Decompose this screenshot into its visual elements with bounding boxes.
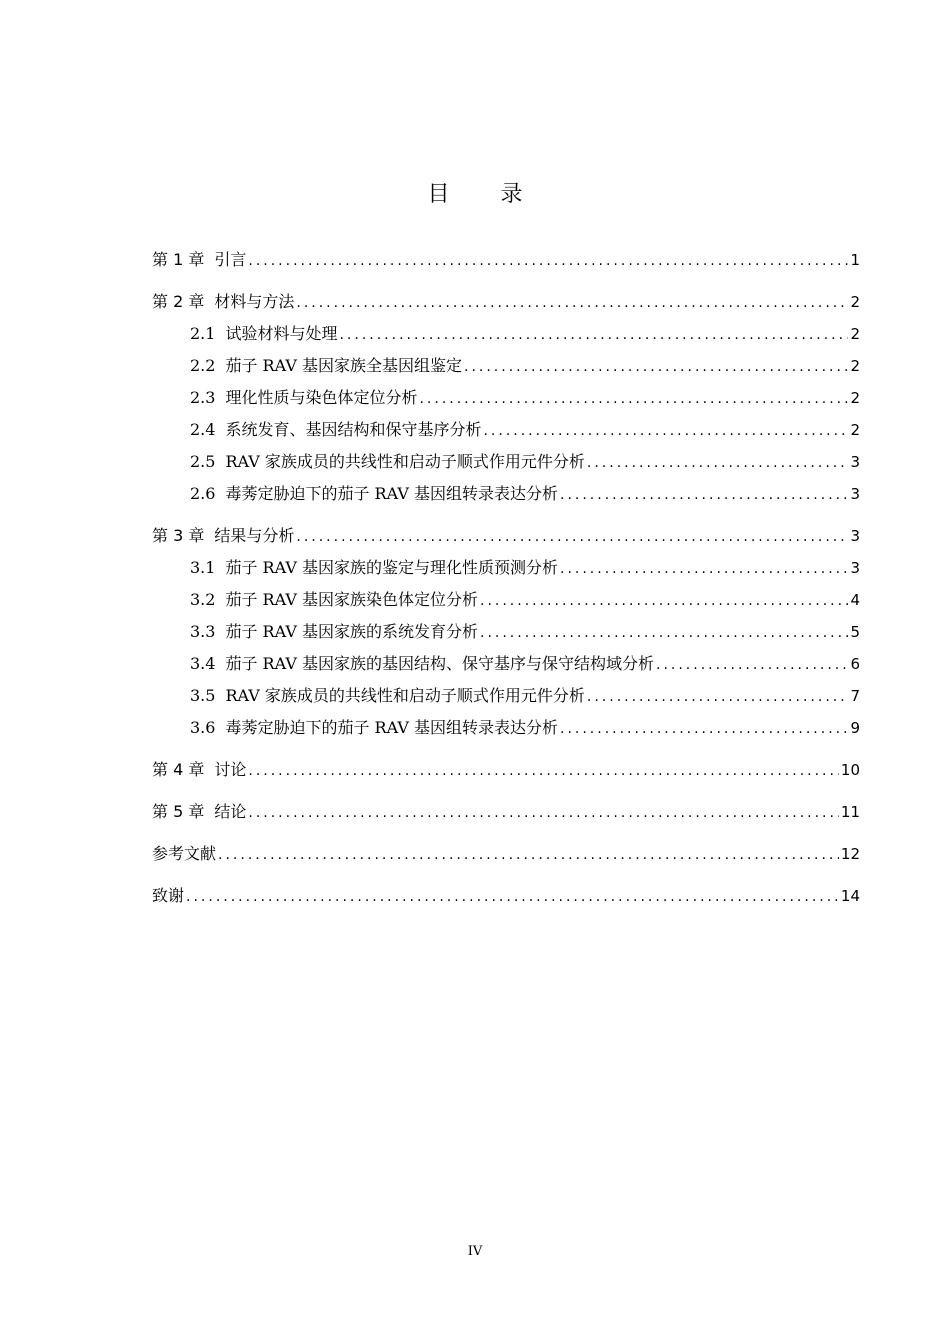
toc-chapter-entry[interactable] [152,880,860,912]
toc-entry-title [190,382,417,414]
toc-entry-number: 第 2 章 [152,292,205,311]
page-number: IV [467,1244,483,1259]
toc-section-entry[interactable] [152,478,860,510]
toc-entry-number: 第 4 章 [152,760,205,779]
toc-entry-page: 14 [840,887,860,905]
toc-entry-title [190,712,558,744]
toc-entry-title [152,244,246,276]
toc-dot-leader [296,521,848,553]
toc-entry-title [190,680,585,712]
toc-entry-text: 讨论 [214,760,247,779]
toc-entry-text: 试验材料与处理 [225,324,338,343]
toc-entry-title [152,754,246,786]
toc-entry-text: 结论 [214,802,247,821]
toc-entry-title [190,446,585,478]
toc-entry-page: 12 [840,845,860,863]
toc-entry-title [190,648,654,680]
toc-entry-text: 毒莠定胁迫下的茄子 RAV 基因组转录表达分析 [225,484,558,503]
toc-entry-text: 茄子 RAV 基因家族染色体定位分析 [225,590,478,609]
toc-entry-number: 2.4 [190,420,216,439]
toc-dot-leader [186,881,839,913]
toc-section-entry[interactable] [152,350,860,382]
toc-entry-number: 第 3 章 [152,526,205,545]
toc-entry-text: RAV 家族成员的共线性和启动子顺式作用元件分析 [225,686,585,705]
toc-entry-page: 2 [850,421,860,439]
toc-entry-page: 3 [850,453,860,471]
toc-entry-number: 3.3 [190,622,216,641]
toc-entry-title [152,520,294,552]
toc-entry-page: 6 [850,655,860,673]
toc-dot-leader [218,839,839,871]
toc-section-entry[interactable] [152,616,860,648]
toc-dot-leader [248,797,839,829]
toc-entry-page: 2 [850,357,860,375]
toc-dot-leader [560,479,848,511]
toc-entry-number: 3.6 [190,718,216,737]
toc-dot-leader [560,553,848,585]
toc-entry-text: 系统发育、基因结构和保守基序分析 [225,420,482,439]
toc-chapter-entry[interactable] [152,796,860,828]
toc-entry-number: 3.1 [190,558,216,577]
toc-entry-title [190,350,462,382]
toc-section-entry[interactable] [152,712,860,744]
toc-chapter-entry[interactable] [152,754,860,786]
toc-section-entry[interactable] [152,648,860,680]
toc-entry-text: 茄子 RAV 基因家族全基因组鉴定 [225,356,462,375]
toc-section-entry[interactable] [152,552,860,584]
toc-dot-leader [480,617,848,649]
toc-entry-page: 2 [850,325,860,343]
toc-entry-title [190,414,481,446]
toc-entry-number: 2.2 [190,356,216,375]
toc-section-entry[interactable] [152,446,860,478]
toc-entry-page: 9 [850,719,860,737]
toc-entry-number: 2.3 [190,388,216,407]
toc-chapter-entry[interactable] [152,838,860,870]
toc-entry-text: 材料与方法 [214,292,295,311]
toc-chapter-entry[interactable] [152,286,860,318]
toc-entry-number: 2.6 [190,484,216,503]
toc-entry-number: 第 5 章 [152,802,205,821]
toc-dot-leader [339,319,848,351]
toc-entry-text: 引言 [214,250,247,269]
page-title: 目 录 [427,182,545,207]
toc-section-entry[interactable] [152,382,860,414]
toc-entry-text: 参考文献 [152,844,217,863]
toc-entry-title [190,478,558,510]
toc-dot-leader [656,649,848,681]
toc-entry-number: 3.4 [190,654,216,673]
toc-dot-leader [483,415,848,447]
table-of-contents [152,244,860,912]
toc-dot-leader [296,287,848,319]
toc-section-entry[interactable] [152,318,860,350]
toc-entry-title [152,880,184,912]
toc-dot-leader [248,245,848,277]
toc-entry-text: 结果与分析 [214,526,295,545]
toc-entry-text: 茄子 RAV 基因家族的鉴定与理化性质预测分析 [225,558,558,577]
toc-entry-number: 2.1 [190,324,216,343]
toc-entry-number: 3.5 [190,686,216,705]
toc-entry-page: 1 [850,251,860,269]
toc-entry-title [190,584,478,616]
toc-entry-page: 11 [840,803,860,821]
toc-entry-title [190,318,337,350]
toc-entry-number: 2.5 [190,452,216,471]
toc-section-entry[interactable] [152,584,860,616]
toc-entry-page: 3 [850,485,860,503]
toc-section-entry[interactable] [152,414,860,446]
toc-dot-leader [419,383,848,415]
toc-entry-text: 茄子 RAV 基因家族的基因结构、保守基序与保守结构域分析 [225,654,654,673]
toc-entry-title [190,616,478,648]
toc-dot-leader [464,351,848,383]
toc-entry-text: RAV 家族成员的共线性和启动子顺式作用元件分析 [225,452,585,471]
toc-entry-title [152,838,216,870]
toc-entry-text: 茄子 RAV 基因家族的系统发育分析 [225,622,478,641]
toc-section-entry[interactable] [152,680,860,712]
toc-entry-title [152,286,294,318]
toc-entry-page: 2 [850,389,860,407]
toc-entry-page: 3 [850,559,860,577]
toc-dot-leader [587,447,849,479]
toc-chapter-entry[interactable] [152,244,860,276]
toc-dot-leader [480,585,848,617]
toc-entry-text: 毒莠定胁迫下的茄子 RAV 基因组转录表达分析 [225,718,558,737]
toc-entry-page: 4 [850,591,860,609]
toc-entry-text: 理化性质与染色体定位分析 [225,388,418,407]
toc-entry-page: 3 [850,527,860,545]
toc-entry-number: 3.2 [190,590,216,609]
toc-dot-leader [248,755,839,787]
toc-entry-page: 5 [850,623,860,641]
toc-chapter-entry[interactable] [152,520,860,552]
toc-entry-page: 2 [850,293,860,311]
toc-dot-leader [587,681,849,713]
toc-entry-page: 7 [850,687,860,705]
toc-dot-leader [560,713,848,745]
toc-entry-title [190,552,558,584]
toc-entry-title [152,796,246,828]
toc-entry-page: 10 [840,761,860,779]
toc-entry-text: 致谢 [152,886,185,905]
toc-entry-number: 第 1 章 [152,250,205,269]
